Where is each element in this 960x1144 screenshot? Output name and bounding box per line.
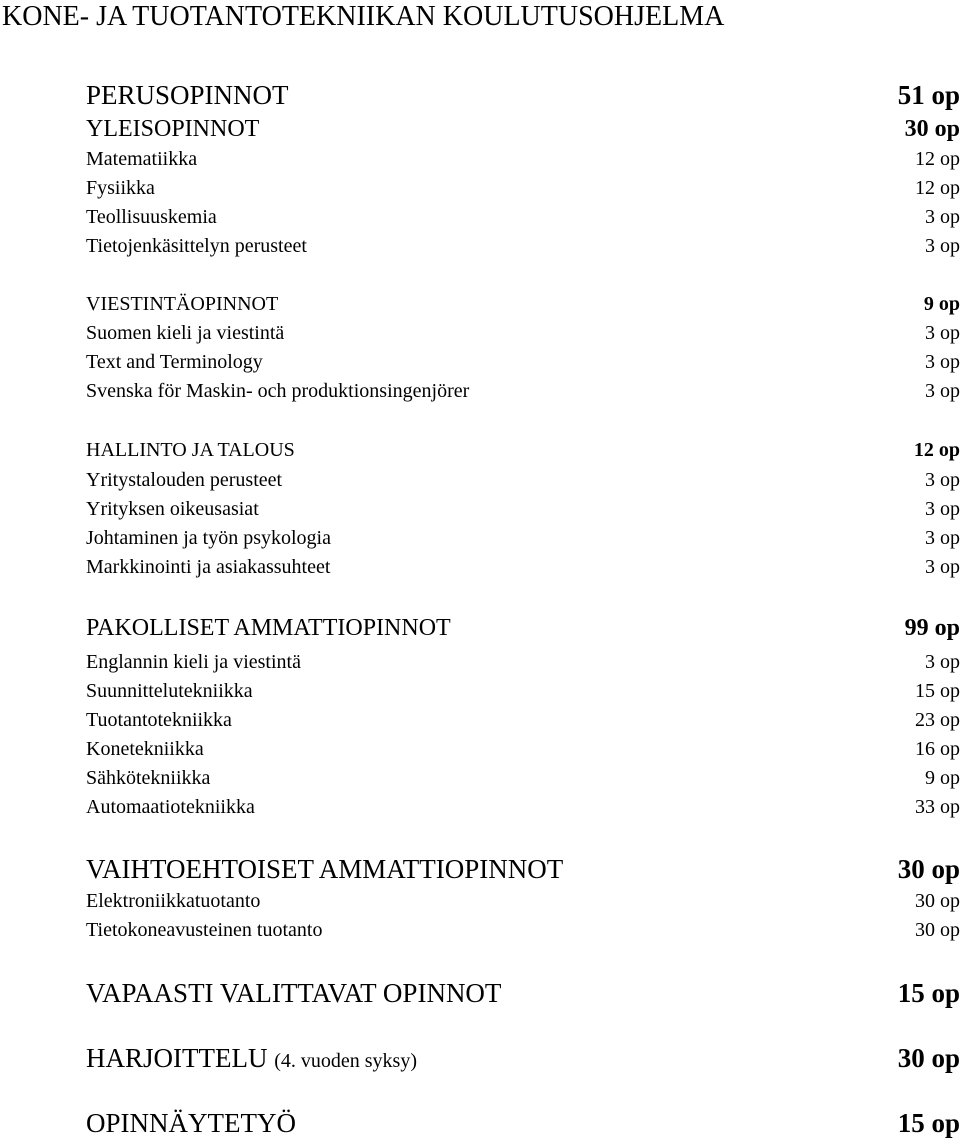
course-credits: 3 op bbox=[925, 235, 960, 257]
course-credits: 16 op bbox=[915, 738, 960, 760]
course-row bbox=[86, 737, 960, 761]
course-credits: 12 op bbox=[915, 148, 960, 170]
section-heading: VAIHTOEHTOISET AMMATTIOPINNOT bbox=[86, 854, 564, 884]
subsection-hallinto-ja-talous bbox=[86, 438, 960, 462]
course-credits: 23 op bbox=[915, 709, 960, 731]
course-row bbox=[86, 379, 960, 403]
course-name: Matematiikka bbox=[86, 148, 198, 170]
course-credits: 15 op bbox=[915, 680, 960, 702]
course-name: Fysiikka bbox=[86, 177, 155, 199]
section-note: (4. vuoden syksy) bbox=[274, 1050, 417, 1072]
section-credits: 15 op bbox=[897, 978, 960, 1008]
subsection-heading: YLEISOPINNOT bbox=[86, 116, 260, 142]
course-credits: 9 op bbox=[925, 767, 960, 789]
subsection-credits: 9 op bbox=[923, 293, 960, 315]
course-row bbox=[86, 766, 960, 790]
section-heading: PAKOLLISET AMMATTIOPINNOT bbox=[86, 615, 451, 641]
document-title: KONE- JA TUOTANTOTEKNIIKAN KOULUTUSOHJELMA bbox=[2, 1, 725, 32]
course-row bbox=[86, 205, 960, 229]
section-heading: VAPAASTI VALITTAVAT OPINNOT bbox=[86, 978, 502, 1008]
course-row bbox=[86, 679, 960, 703]
course-name: Yrityksen oikeusasiat bbox=[86, 498, 259, 520]
section-vaihtoehtoiset-ammattiopinnot bbox=[86, 854, 960, 884]
course-name: Yritystalouden perusteet bbox=[86, 469, 283, 491]
course-name: Elektroniikkatuotanto bbox=[86, 890, 261, 912]
course-name: Tietokoneavusteinen tuotanto bbox=[86, 919, 323, 941]
subsection-credits: 12 op bbox=[913, 439, 960, 461]
section-credits: 99 op bbox=[904, 615, 960, 641]
section-credits: 51 op bbox=[897, 80, 960, 110]
course-credits: 3 op bbox=[925, 556, 960, 578]
course-row bbox=[86, 234, 960, 258]
course-row bbox=[86, 889, 960, 913]
section-pakolliset-ammattiopinnot bbox=[86, 614, 960, 642]
section-opinnaytetyo bbox=[86, 1108, 960, 1138]
course-credits: 33 op bbox=[915, 796, 960, 818]
section-heading-group bbox=[86, 1043, 417, 1076]
course-row bbox=[86, 650, 960, 674]
section-harjoittelu bbox=[86, 1043, 960, 1076]
course-credits: 3 op bbox=[925, 206, 960, 228]
course-name: Johtaminen ja työn psykologia bbox=[86, 527, 331, 549]
course-credits: 3 op bbox=[925, 527, 960, 549]
course-name: Markkinointi ja asiakassuhteet bbox=[86, 556, 331, 578]
section-heading: OPINNÄYTETYÖ bbox=[86, 1108, 296, 1138]
course-row bbox=[86, 555, 960, 579]
course-name: Englannin kieli ja viestintä bbox=[86, 651, 301, 673]
course-name: Teollisuuskemia bbox=[86, 206, 217, 228]
course-name: Suomen kieli ja viestintä bbox=[86, 322, 285, 344]
course-name: Konetekniikka bbox=[86, 738, 204, 760]
subsection-viestintaopinnot bbox=[86, 292, 960, 316]
course-name: Tuotantotekniikka bbox=[86, 709, 232, 731]
section-heading: PERUSOPINNOT bbox=[86, 80, 289, 110]
subsection-heading: VIESTINTÄOPINNOT bbox=[86, 293, 279, 315]
course-credits: 3 op bbox=[925, 498, 960, 520]
course-credits: 3 op bbox=[925, 380, 960, 402]
course-row bbox=[86, 526, 960, 550]
section-perusopinnot bbox=[86, 80, 960, 110]
course-row bbox=[86, 350, 960, 374]
subsection-credits: 30 op bbox=[904, 116, 960, 142]
course-row bbox=[86, 795, 960, 819]
course-row bbox=[86, 708, 960, 732]
course-row bbox=[86, 497, 960, 521]
course-name: Automaatiotekniikka bbox=[86, 796, 255, 818]
section-vapaasti-valittavat-opinnot bbox=[86, 978, 960, 1008]
course-credits: 12 op bbox=[915, 177, 960, 199]
course-row bbox=[86, 147, 960, 171]
course-name: Tietojenkäsittelyn perusteet bbox=[86, 235, 307, 257]
course-credits: 3 op bbox=[925, 351, 960, 373]
course-credits: 3 op bbox=[925, 651, 960, 673]
subsection-heading: HALLINTO JA TALOUS bbox=[86, 439, 295, 461]
section-heading: HARJOITTELU bbox=[86, 1043, 268, 1073]
course-credits: 30 op bbox=[915, 919, 960, 941]
course-name: Svenska för Maskin- och produktionsingenjörer bbox=[86, 380, 470, 402]
section-credits: 30 op bbox=[897, 1043, 960, 1073]
course-name: Sähkötekniikka bbox=[86, 767, 211, 789]
course-name: Text and Terminology bbox=[86, 351, 263, 373]
course-row bbox=[86, 468, 960, 492]
course-credits: 3 op bbox=[925, 322, 960, 344]
course-credits: 3 op bbox=[925, 469, 960, 491]
section-credits: 15 op bbox=[897, 1108, 960, 1138]
course-row bbox=[86, 176, 960, 200]
subsection-yleisopinnot bbox=[86, 115, 960, 143]
course-row bbox=[86, 918, 960, 942]
course-name: Suunnittelutekniikka bbox=[86, 680, 253, 702]
section-credits: 30 op bbox=[897, 854, 960, 884]
course-row bbox=[86, 321, 960, 345]
course-credits: 30 op bbox=[915, 890, 960, 912]
